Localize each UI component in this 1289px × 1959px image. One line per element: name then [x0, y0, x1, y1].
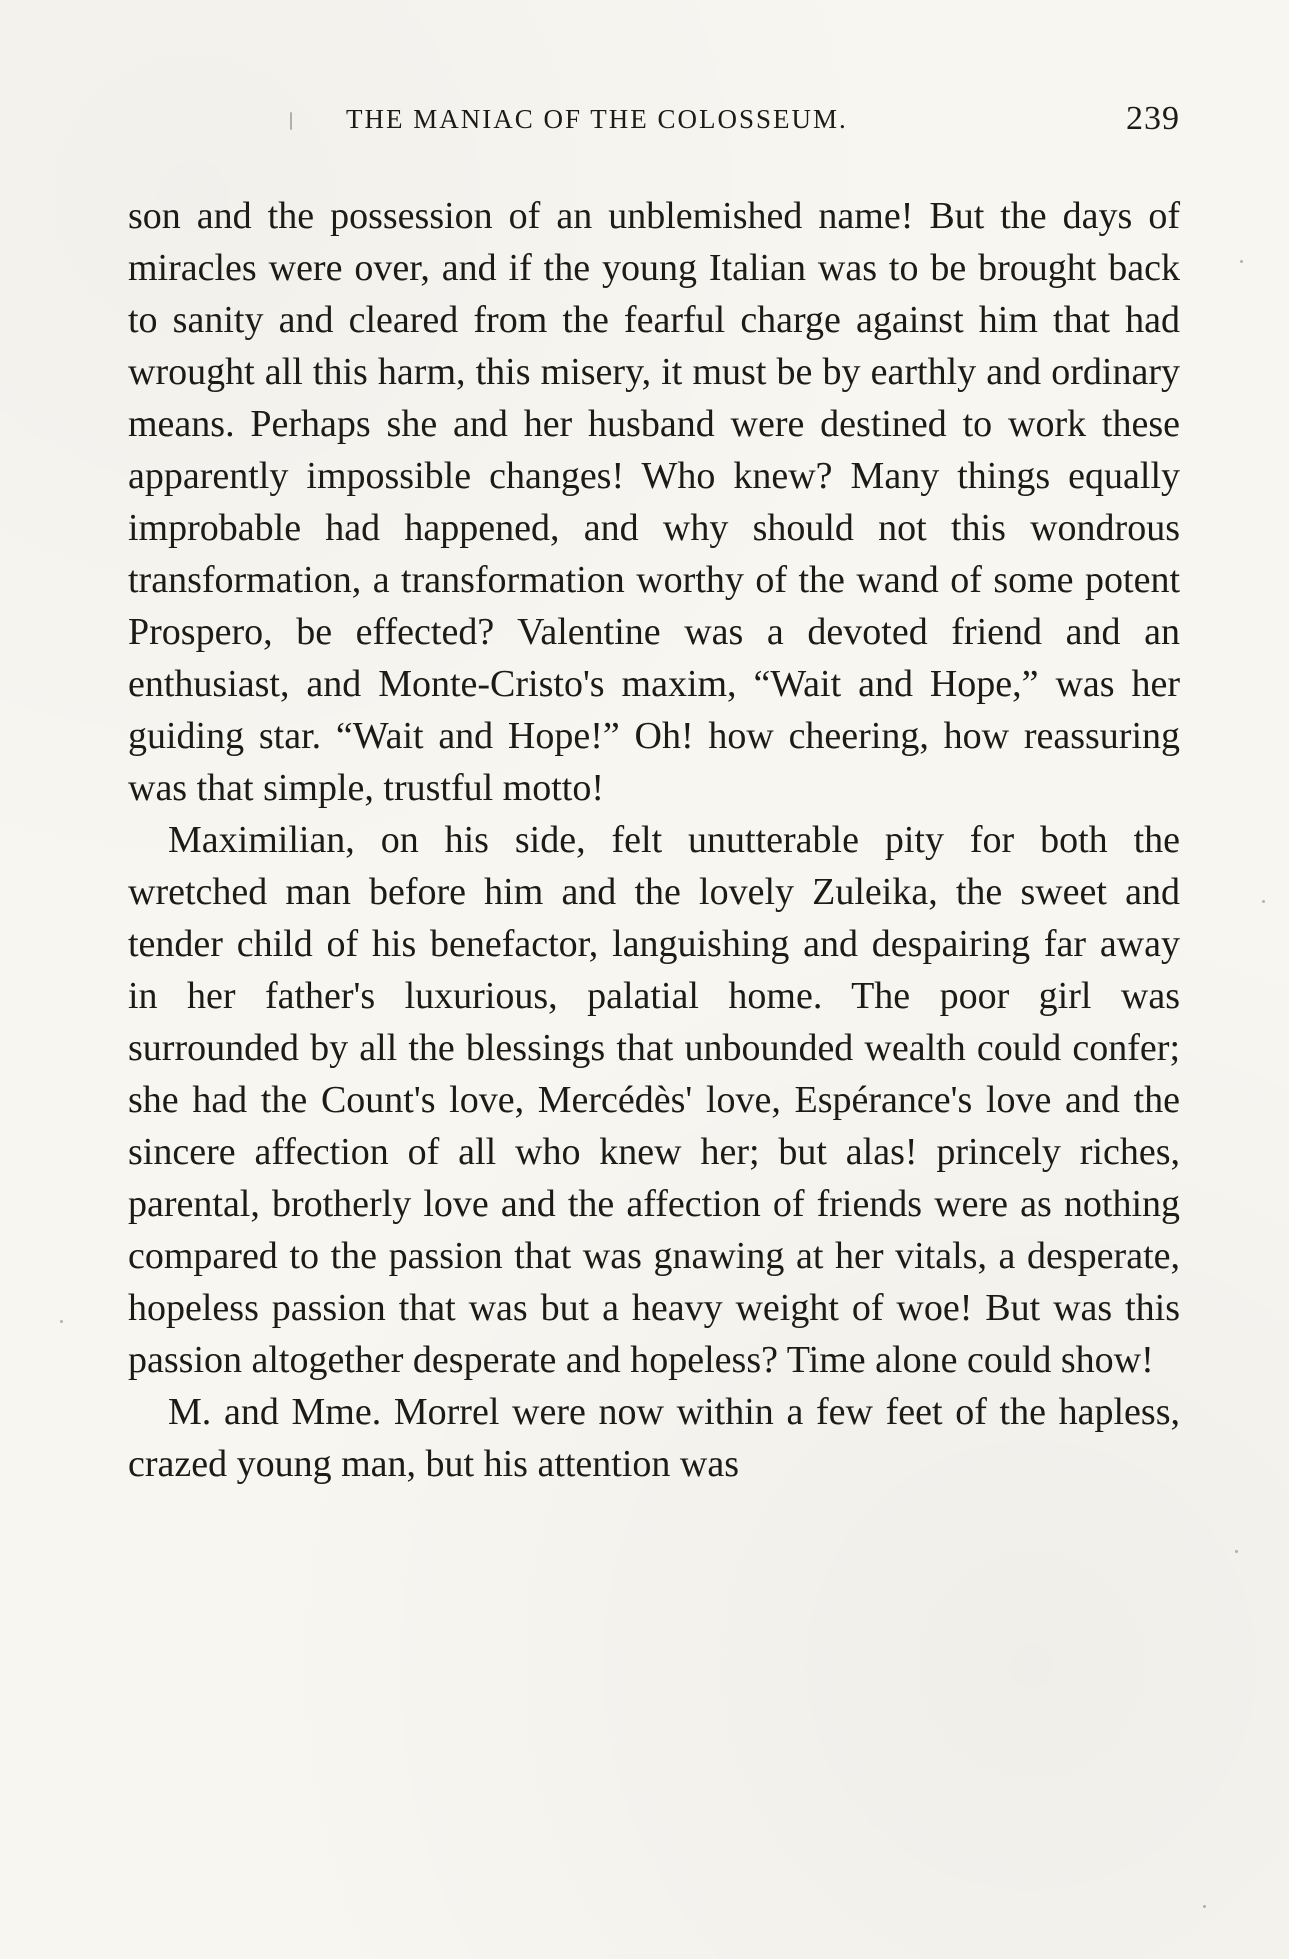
paper-speck	[1262, 900, 1265, 903]
paragraph-continued: son and the possession of an unblemished name! But the days of miracles were over, and if the young Italian was to be brought back to sanity and cleared from the fearful charge against him that had wrought all this harm, this misery, it must be by earthly and ordinary means. Perhaps she and her husband were destined to work these apparently impossible changes! Who knew? Many things equally improbable had happened, and why should not this wondrous transformation, a transformation worthy of the wand of some potent Prospero, be effected? Valentine was a devoted friend and an enthusiast, and Monte-Cristo's maxim, “Wait and Hope,” was her guiding star. “Wait and Hope!” Oh! how cheering, how reassuring was that simple, trustful motto!	[128, 195, 1180, 809]
paper-speck	[1235, 1550, 1238, 1553]
running-head	[128, 100, 1180, 144]
paper-mark	[290, 112, 292, 130]
paragraph-morrel: M. and Mme. Morrel were now within a few feet of the hapless, crazed young man, but his attention was	[128, 1391, 1180, 1485]
paper-speck	[60, 1320, 63, 1323]
paper-speck	[1240, 260, 1243, 263]
page-number: 239	[1126, 100, 1180, 137]
running-title: THE MANIAC OF THE COLOSSEUM.	[346, 104, 848, 134]
body-text	[128, 190, 1180, 1490]
paragraph-maximilian: Maximilian, on his side, felt unutterable pity for both the wretched man before him and the lovely Zuleika, the sweet and tender child of his benefactor, languishing and despairing far away in her father's luxurious, palatial home. The poor girl was surrounded by all the blessings that unbounded wealth could confer; she had the Count's love, Mercédès' love, Espérance's love and the sincere affection of all who knew her; but alas! princely riches, parental, brotherly love and the affection of friends were as nothing compared to the passion that was gnawing at her vitals, a desperate, hopeless passion that was but a heavy weight of woe! But was this passion altogether desperate and hopeless? Time alone could show!	[128, 819, 1180, 1381]
paper-speck	[1203, 1905, 1206, 1908]
